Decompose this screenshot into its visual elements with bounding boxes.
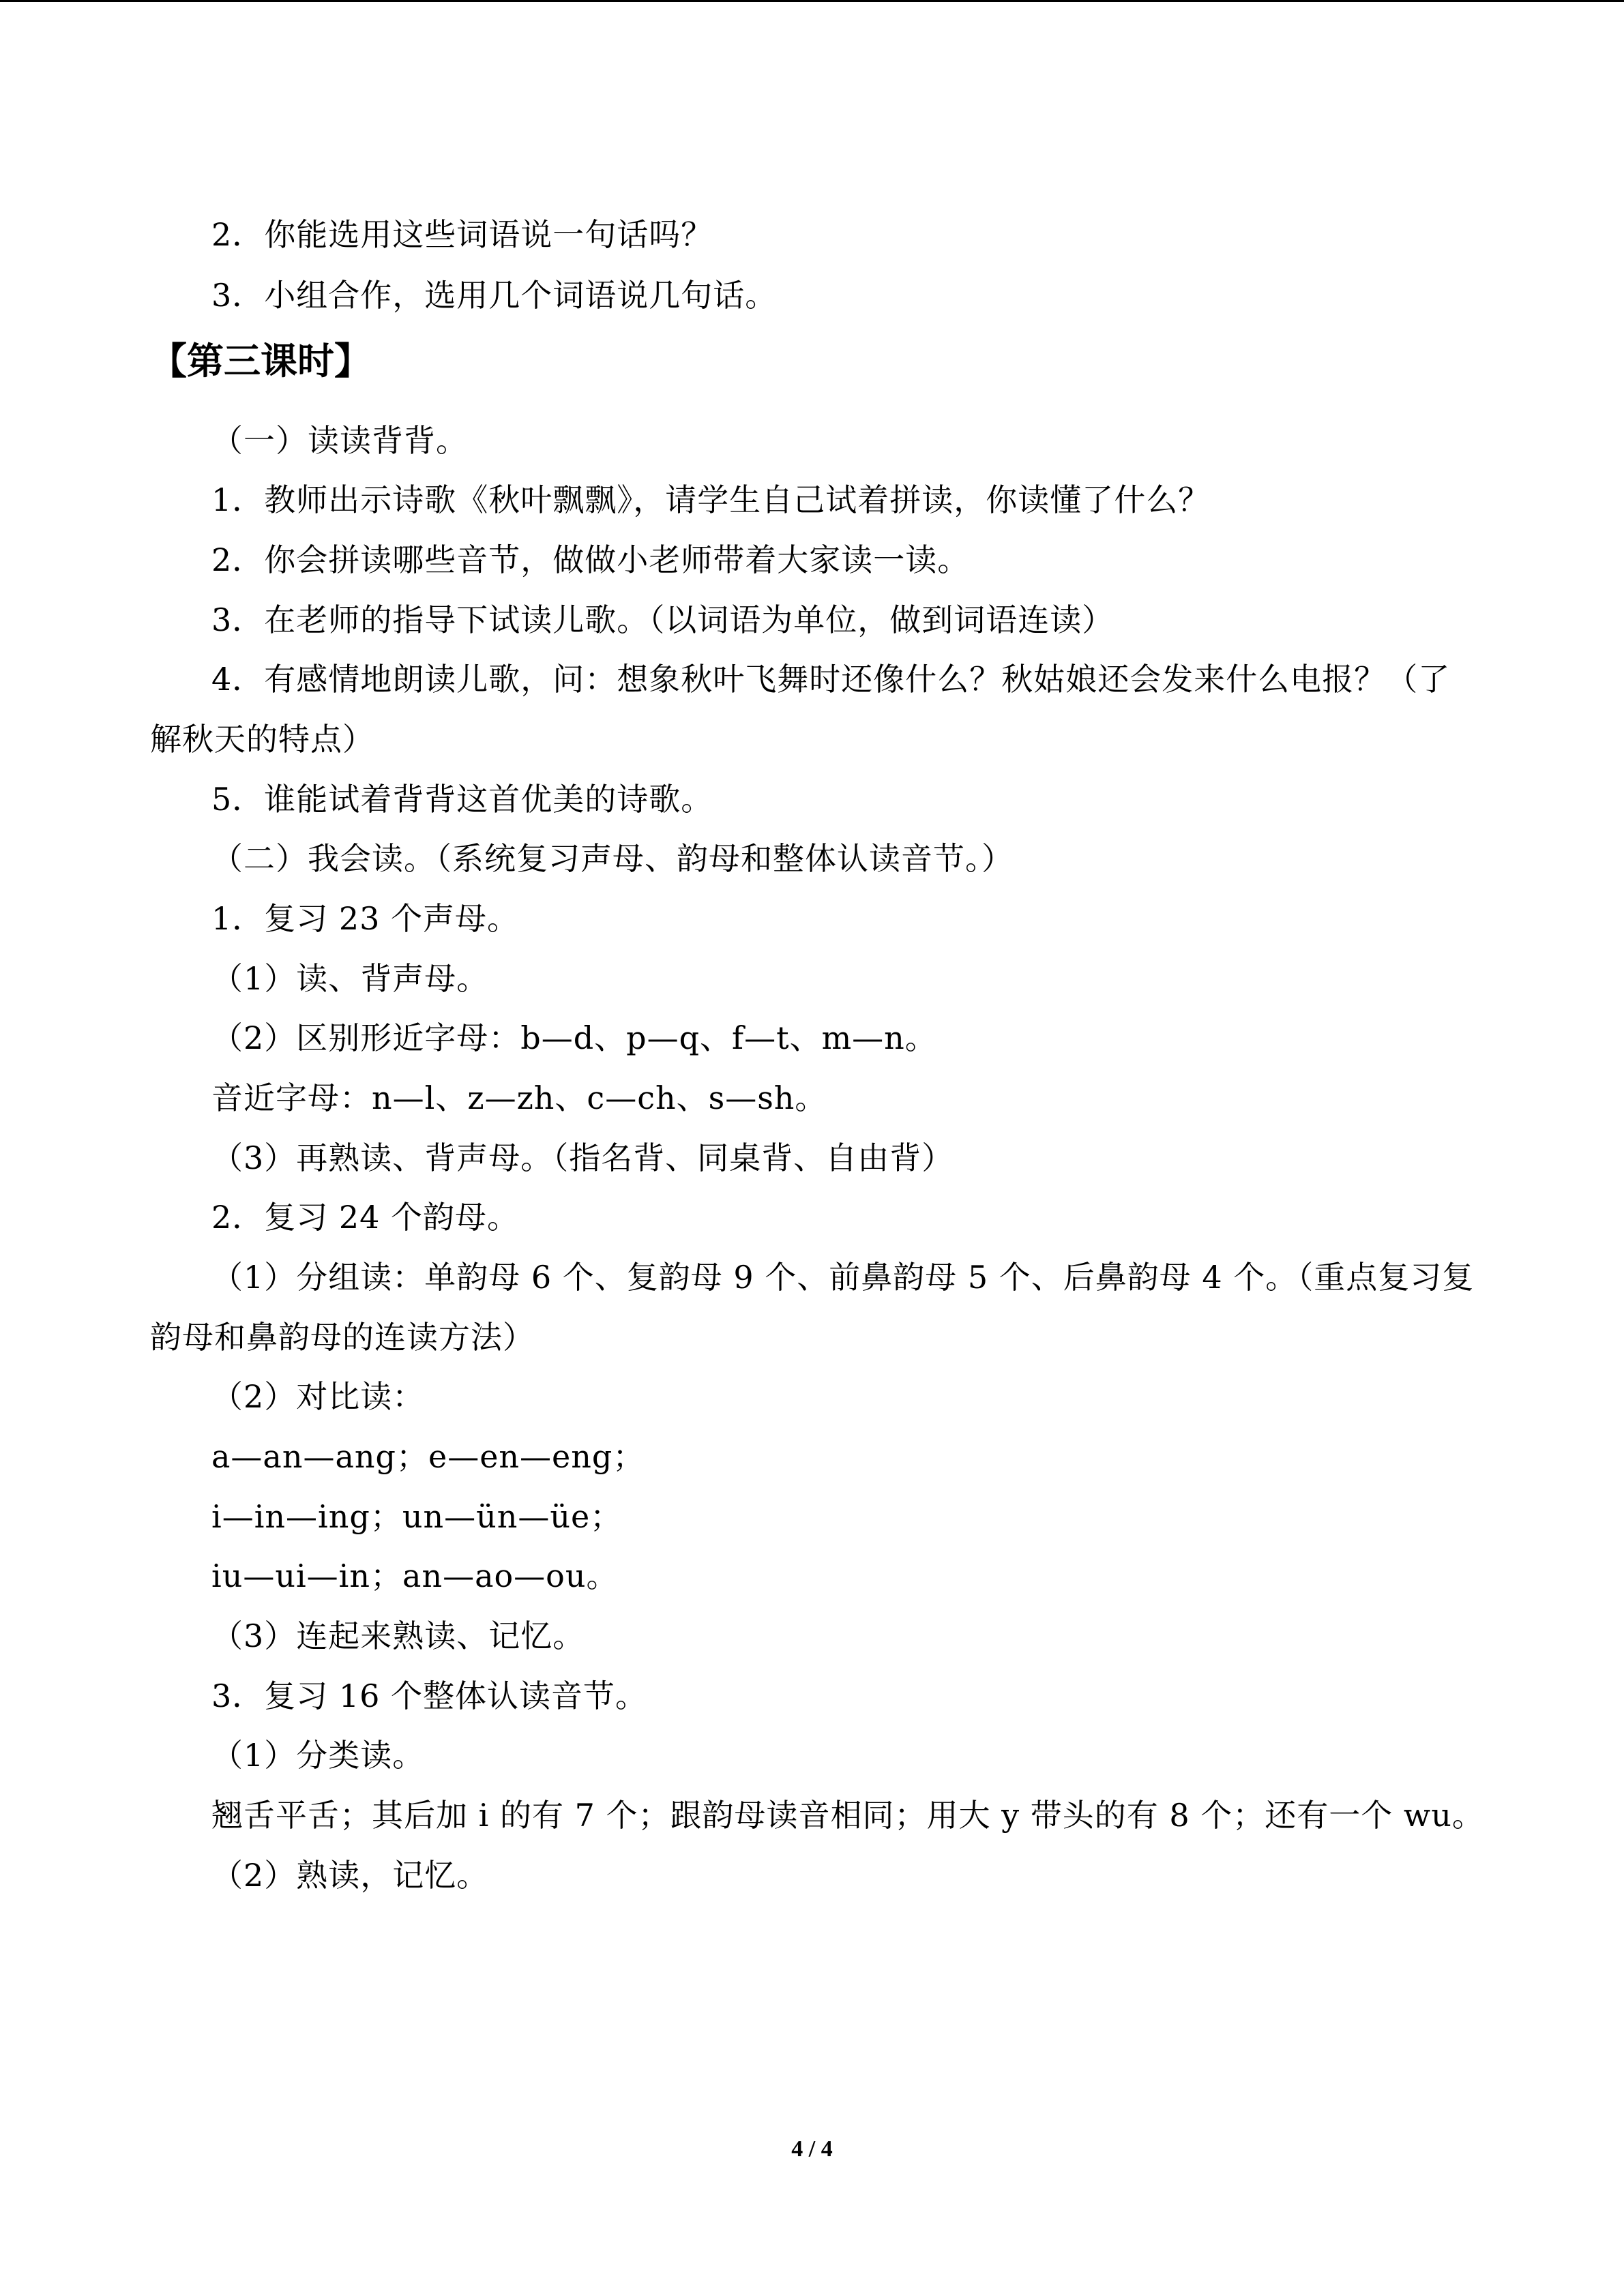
text-line: 2．你能选用这些词语说一句话吗？ [211,216,713,253]
text-line: （3）连起来熟读、记忆。 [211,1617,585,1654]
text-line: 音近字母：n—l、z—zh、c—ch、s—sh。 [211,1079,827,1116]
text-line: 3．在老师的指导下试读儿歌。（以词语为单位，做到词语连读） [211,601,1114,638]
text-line: （1）分组读：单韵母 6 个、复韵母 9 个、前鼻韵母 5 个、后鼻韵母 4 个。（重点复习复 [211,1259,1475,1296]
text-line: 翘舌平舌；其后加 i 的有 7 个；跟韵母读音相同；用大 y 带头的有 8 个；还有一个 wu。 [211,1797,1484,1834]
text-line: （3）再熟读、背声母。（指名背、同桌背、自由背） [211,1139,954,1176]
text-line: （2）区别形近字母：b—d、p—q、f—t、m—n。 [211,1019,937,1056]
text-line: （1）分类读。 [211,1737,425,1774]
top-border-rule [0,0,1624,2]
text-line: 3．小组合作，选用几个词语说几句话。 [211,277,778,314]
text-line: 3．复习 16 个整体认读音节。 [211,1678,648,1714]
text-line: （1）读、背声母。 [211,960,489,997]
text-line: （二）我会读。（系统复习声母、韵母和整体认读音节。） [211,840,1014,877]
text-line: 5．谁能试着背背这首优美的诗歌。 [211,781,713,818]
text-line: 1．复习 23 个声母。 [211,900,520,937]
text-line: i—in—ing；un—ün—üe； [211,1498,623,1535]
text-line: iu—ui—in；an—ao—ou。 [211,1557,619,1594]
text-line: 韵母和鼻韵母的连读方法） [150,1319,535,1356]
text-line: 1．教师出示诗歌《秋叶飘飘》，请学生自己试着拼读，你读懂了什么？ [211,481,1211,518]
text-line: （2）熟读，记忆。 [211,1857,489,1894]
text-line: 2．你会拼读哪些音节，做做小老师带着大家读一读。 [211,541,970,578]
text-line: 4．有感情地朗读儿歌，问：想象秋叶飞舞时还像什么？秋姑娘还会发来什么电报？（了 [211,661,1451,698]
text-line: a—an—ang；e—en—eng； [211,1438,645,1475]
section-heading: 【第三课时】 [150,340,371,383]
text-line: 2．复习 24 个韵母。 [211,1199,520,1236]
text-line: （2）对比读： [211,1378,425,1415]
text-line: （一）读读背背。 [211,422,468,459]
page-number: 4 / 4 [791,2136,833,2162]
text-line: 解秋天的特点） [150,721,374,758]
